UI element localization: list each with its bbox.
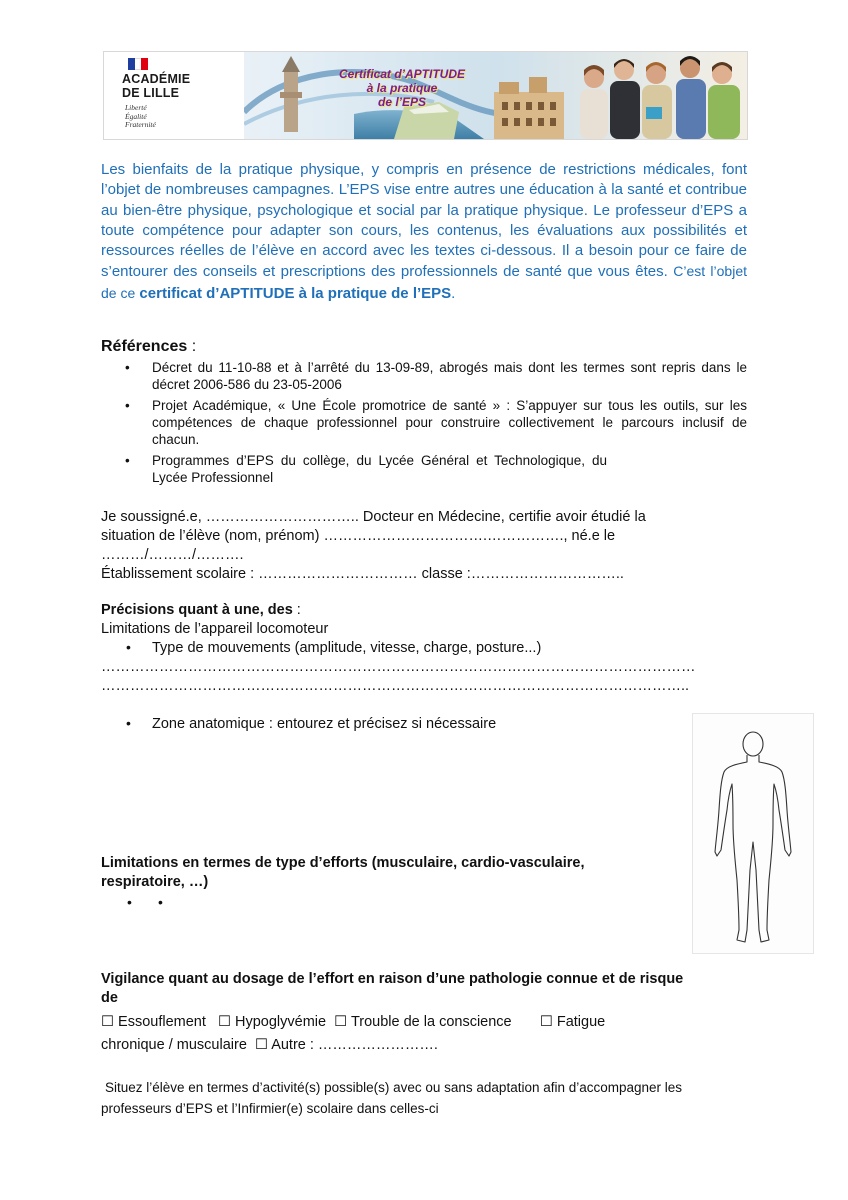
bullet-icon: • (158, 894, 163, 910)
birth-date-line: ………/………/………. (101, 547, 244, 563)
reference-item: • Programmes d’EPS du collège, du Lycée Général et Technologique, du Lycée Professionnel (101, 452, 747, 486)
checkbox-trouble-conscience[interactable]: ☐ Trouble de la conscience (334, 1014, 512, 1030)
intro-small-text: C’est l’objet de ce (101, 263, 747, 301)
bullet-icon: • (126, 715, 131, 731)
reference-item: • Projet Académique, « Une École promotrice de santé » : S’appuyer sur tous les outils, sur les compétences de chaque professionnel pour construire collectivement le parcours inclusif de chacun. (101, 397, 747, 448)
checkbox-autre[interactable]: ☐ Autre : ……………………. (254, 1037, 438, 1053)
footer-note: Situez l’élève en termes d’activité(s) possible(s) avec ou sans adaptation afin d’accompagner les professeurs d’EPS et l’Infirmier(e) scolaire dans celles-ci (101, 1080, 683, 1116)
movement-dots-line-2: ………………………………………………………………………………………………………….. (101, 678, 690, 694)
references-heading: Références : (101, 338, 197, 355)
header-banner (103, 51, 748, 140)
movement-type-label: Type de mouvements (amplitude, vitesse, charge, posture...) (152, 640, 542, 656)
vigilance-heading-line2: de (101, 990, 118, 1006)
marianne-flag-icon (128, 58, 148, 70)
bullet-icon: • (126, 639, 131, 655)
academie-logo (112, 56, 257, 136)
header-illustration (244, 52, 747, 139)
vigilance-options-row (101, 1013, 605, 1032)
anatomical-zone-label: Zone anatomique : entourez et précisez si nécessaire (152, 716, 497, 732)
school-class-line: Établissement scolaire : …………………………… classe :………………………….. (101, 566, 624, 582)
reference-item: • Décret du 11-10-88 et à l’arrêté du 13-09-89, abrogés mais dont les termes sont repris dans le décret 2006-586 du 23-05-2006 (101, 359, 747, 393)
locomotor-label: Limitations de l’appareil locomoteur (101, 621, 329, 637)
intro-text: Les bienfaits de la pratique physique, y compris en présence de restrictions médicales, font l’objet de nombreuses campagnes. L’EPS vise entre autres une éducation à la santé et contribue au bien-être physique, psychologique et social par la pratique physique. Le professeur d’EPS a toute compétence pour adapter son cours, les contenus, les évaluations aux possibilités et ressources réelles de l’élève en accord avec les textes ci-dessous. Il a besoin pour ce faire de s’entourer des conseils et prescriptions des professionnels de santé que vous êtes. (101, 161, 747, 281)
checkbox-hypoglycemie[interactable]: ☐ Hypoglyvémie (217, 1014, 327, 1030)
intro-end: . (451, 284, 456, 302)
vigilance-heading-line1: Vigilance quant au dosage de l’effort en raison d’une pathologie connue et de risque (101, 971, 684, 987)
human-body-outline-image (692, 713, 814, 954)
student-identity-line: situation de l’élève (nom, prénom) …………………………….……………., né.e le (101, 528, 616, 544)
republic-motto: Liberté Égalité Fraternité (125, 103, 156, 129)
checkbox-essoufflement[interactable]: ☐ Essouflement (101, 1014, 206, 1030)
references-list (101, 359, 747, 490)
precisions-heading: Précisions quant à une, des : (101, 602, 301, 618)
certificate-title: Certificat d’APTITUDE à la pratique de l’EPS (338, 67, 465, 109)
doctor-statement-line: Je soussigné.e, ………………………….. Docteur en Médecine, certifie avoir étudié la (101, 509, 646, 525)
checkbox-fatigue[interactable]: ☐ Fatigue (539, 1014, 606, 1030)
intro-certificate-name: certificat d’APTITUDE à la pratique de l’EPS (139, 284, 452, 302)
intro-paragraph (101, 160, 747, 304)
bullet-icon: • (127, 894, 132, 910)
academie-name: ACADÉMIE DE LILLE (122, 72, 191, 100)
movement-dots-line: …………………………………………………………………………………………………………… (101, 659, 696, 675)
vigilance-options-row-2 (101, 1036, 438, 1055)
efforts-heading-line2: respiratoire, …) (101, 874, 209, 890)
fatigue-continued-label: chronique / musculaire (101, 1037, 247, 1053)
efforts-heading-line1: Limitations en termes de type d’efforts (musculaire, cardio-vasculaire, (101, 855, 585, 871)
